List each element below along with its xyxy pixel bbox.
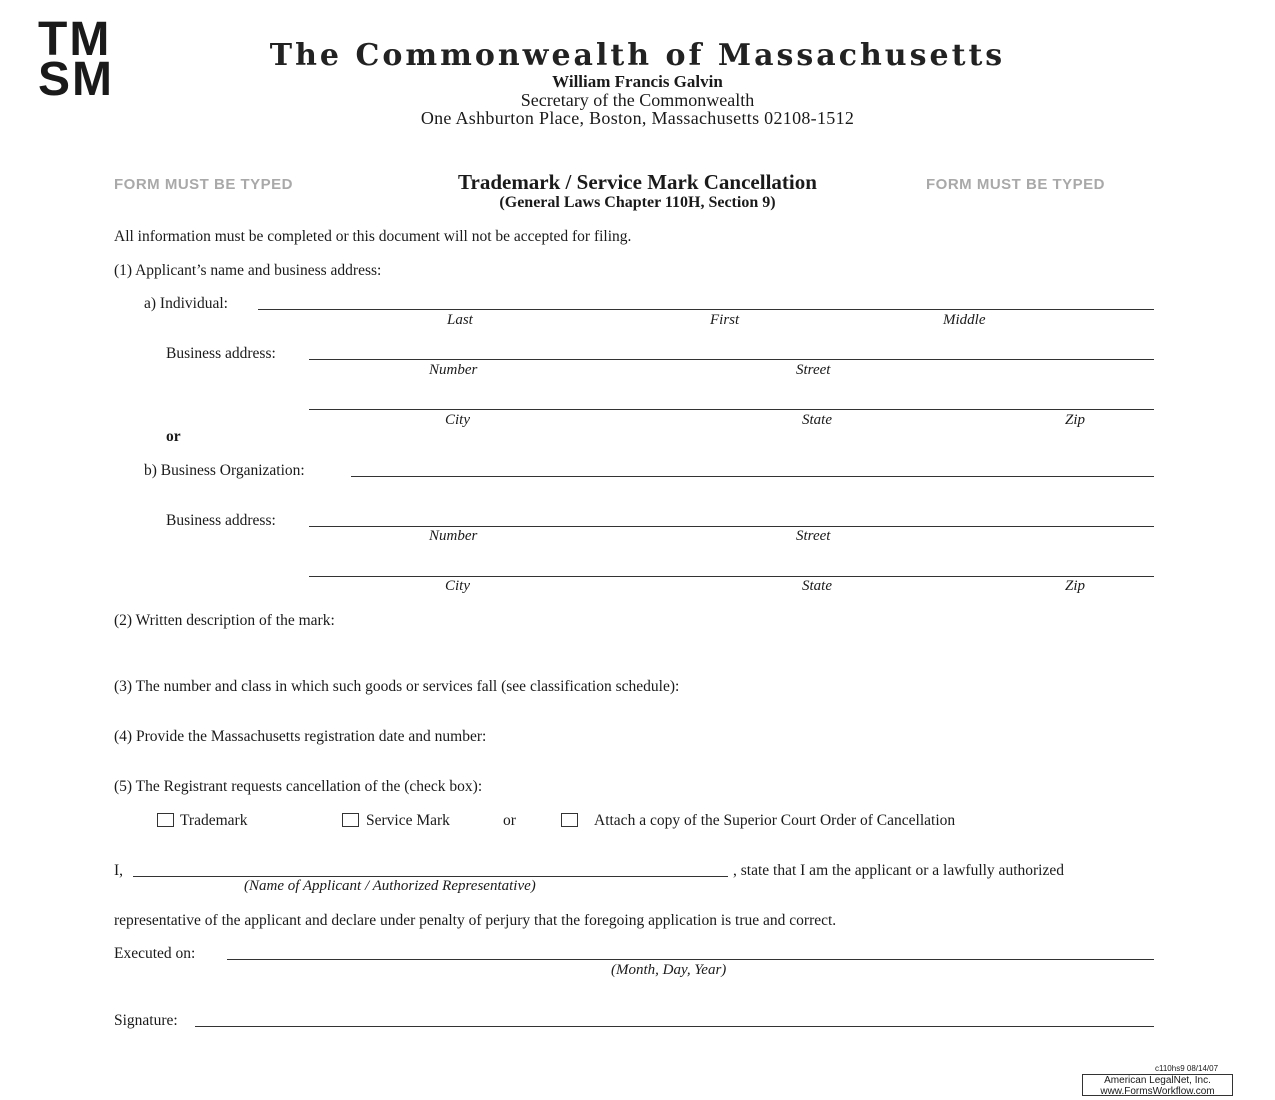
label-middle: Middle (943, 312, 986, 328)
or-separator: or (166, 428, 181, 445)
intro-text: All information must be completed or this document will not be accepted for filing. (114, 228, 632, 245)
form-subtitle: (General Laws Chapter 110H, Section 9) (499, 194, 776, 211)
label-zip: Zip (1065, 412, 1086, 428)
executed-on-label: Executed on: (114, 945, 196, 962)
publisher-name: American LegalNet, Inc. (1104, 1075, 1211, 1086)
organization-street-field[interactable] (309, 526, 1154, 527)
secretary-title: Secretary of the Commonwealth (520, 90, 755, 110)
logo-tm: TM (38, 13, 112, 66)
organization-name-field[interactable] (351, 476, 1154, 477)
label-state: State (802, 412, 832, 428)
organization-label: b) Business Organization: (144, 462, 305, 479)
label-last: Last (447, 312, 473, 328)
label-first: First (710, 312, 740, 328)
typed-notice-right: FORM MUST BE TYPED (926, 176, 1106, 193)
commonwealth-heading: The Commonwealth of Massachusetts (269, 38, 1006, 73)
individual-street-field[interactable] (309, 359, 1154, 360)
section2-heading: (2) Written description of the mark: (114, 612, 335, 629)
secretary-name: William Francis Galvin (552, 72, 723, 91)
organization-city-field[interactable] (309, 576, 1154, 577)
executed-date-field[interactable] (227, 959, 1154, 960)
signature-field[interactable] (195, 1026, 1154, 1027)
applicant-name-field[interactable] (133, 876, 728, 877)
section4-heading: (4) Provide the Massachusetts registration date and number: (114, 728, 487, 745)
organization-business-address-label: Business address: (166, 512, 276, 529)
typed-notice-left: FORM MUST BE TYPED (114, 176, 294, 193)
form-title: Trademark / Service Mark Cancellation (458, 170, 817, 194)
form-code: c110hs9 08/14/07 (1155, 1064, 1219, 1073)
label-street: Street (796, 362, 831, 378)
label-number: Number (429, 528, 478, 544)
label-city: City (445, 412, 470, 428)
trademark-option-label: Trademark (180, 812, 248, 829)
declaration-continuation: representative of the applicant and declare under penalty of perjury that the foregoing application is true and correct. (114, 912, 837, 929)
office-address: One Ashburton Place, Boston, Massachusetts 02108-1512 (420, 108, 855, 128)
individual-city-field[interactable] (309, 409, 1154, 410)
individual-label: a) Individual: (144, 295, 228, 312)
label-street: Street (796, 528, 831, 544)
declaration-prefix: I, (114, 862, 124, 879)
section5-heading: (5) The Registrant requests cancellation of the (check box): (114, 778, 483, 795)
declaration-suffix: , state that I am the applicant or a lawfully authorized (733, 862, 1064, 879)
section5-or: or (503, 812, 516, 829)
individual-name-field[interactable] (258, 309, 1154, 310)
applicant-name-label: (Name of Applicant / Authorized Representative) (244, 878, 536, 894)
signature-label: Signature: (114, 1012, 178, 1029)
section3-heading: (3) The number and class in which such goods or services fall (see classification schedule): (114, 678, 680, 695)
service-mark-option-label: Service Mark (366, 812, 450, 829)
trademark-checkbox[interactable] (157, 813, 174, 827)
logo-sm: SM (38, 53, 114, 106)
label-state: State (802, 578, 832, 594)
date-format-label: (Month, Day, Year) (611, 962, 727, 978)
label-number: Number (429, 362, 478, 378)
service-mark-checkbox[interactable] (342, 813, 359, 827)
individual-business-address-label: Business address: (166, 345, 276, 362)
publisher-stamp (1082, 1074, 1233, 1096)
label-zip: Zip (1065, 578, 1086, 594)
section1-heading: (1) Applicant’s name and business address: (114, 262, 382, 279)
publisher-website: www.FormsWorkflow.com (1100, 1085, 1215, 1097)
label-city: City (445, 578, 470, 594)
court-order-checkbox[interactable] (561, 813, 578, 827)
court-order-option-label: Attach a copy of the Superior Court Order of Cancellation (594, 812, 956, 829)
